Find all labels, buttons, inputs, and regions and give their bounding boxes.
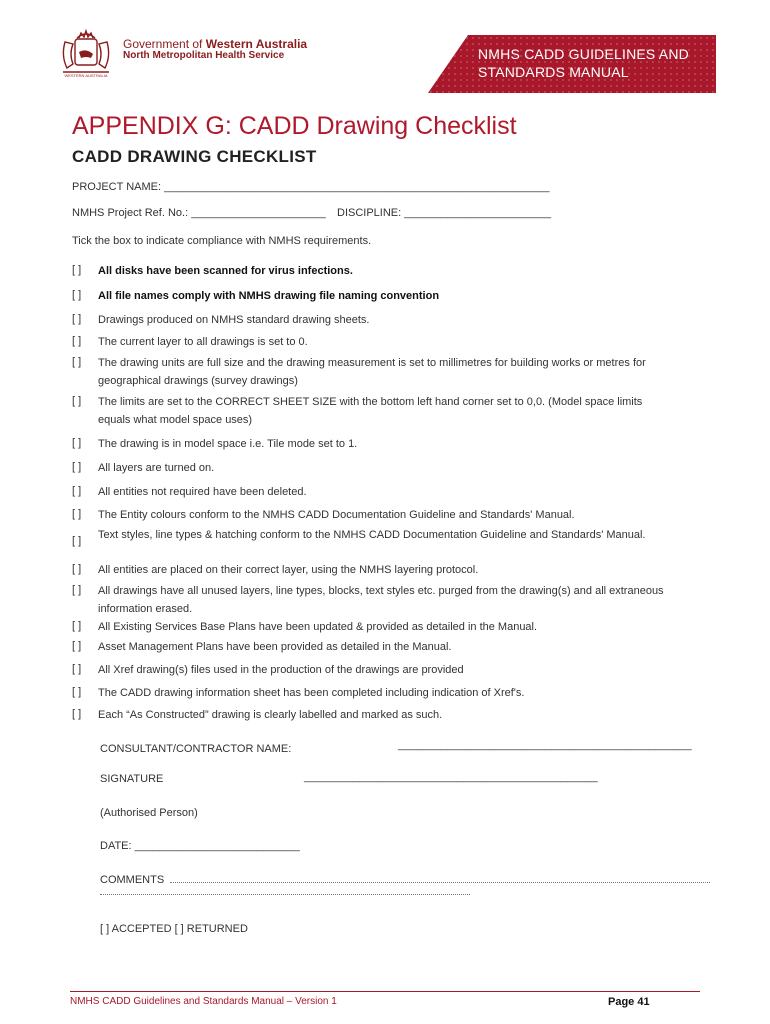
project-ref-field: NMHS Project Ref. No.: ______________________ (72, 207, 326, 219)
checklist-checkbox[interactable]: [ ] (72, 437, 82, 449)
checklist-checkbox[interactable]: [ ] (72, 686, 82, 698)
checklist-item: All drawings have all unused layers, line types, blocks, text styles etc. purged from the drawing(s) and all extraneous information erased. (98, 585, 664, 615)
checklist-checkbox[interactable]: [ ] (72, 708, 82, 720)
checklist-item: All entities are placed on their correct layer, using the NMHS layering protocol. (98, 564, 479, 576)
checklist-checkbox[interactable]: [ ] (72, 535, 82, 547)
checklist-item: The drawing is in model space i.e. Tile mode set to 1. (98, 438, 358, 450)
checklist-checkbox[interactable]: [ ] (72, 356, 82, 368)
signature-line: ________________________________________________ (304, 771, 598, 783)
page-number: Page 41 (608, 996, 650, 1008)
government-name: Government of Western Australia (123, 37, 308, 51)
checklist-item: All Xref drawing(s) files used in the production of the drawings are provided (98, 664, 464, 676)
checklist-checkbox[interactable]: [ ] (72, 584, 82, 596)
checklist-item: All layers are turned on. (98, 462, 215, 474)
checklist-checkbox[interactable]: [ ] (72, 620, 82, 632)
checklist-checkbox[interactable]: [ ] (72, 395, 82, 407)
consultant-label: CONSULTANT/CONTRACTOR NAME: (100, 743, 292, 755)
checklist-item: All entities not required have been deleted. (98, 486, 307, 498)
checklist-checkbox[interactable]: [ ] (72, 264, 82, 276)
checklist-item: The drawing units are full size and the drawing measurement is set to millimetres for building works or metres for geographical drawings (survey drawings) (98, 357, 646, 387)
checklist-checkbox[interactable]: [ ] (72, 563, 82, 575)
checklist-checkbox[interactable]: [ ] (72, 289, 82, 301)
checklist-checkbox[interactable]: [ ] (72, 663, 82, 675)
checklist-item: Text styles, line types & hatching conform to the NMHS CADD Documentation Guideline and Standards' Manual. (98, 529, 646, 541)
comments-line-1 (170, 882, 710, 883)
discipline-field: DISCIPLINE: ________________________ (337, 207, 552, 219)
consultant-line: ________________________________________________ (398, 739, 692, 751)
checklist-item: All file names comply with NMHS drawing file naming convention (98, 290, 440, 302)
checklist-heading: CADD DRAWING CHECKLIST (72, 147, 317, 166)
instruction-text: Tick the box to indicate compliance with NMHS requirements. (72, 235, 372, 247)
wa-crest-logo (57, 28, 115, 78)
date-field: DATE: ___________________________ (100, 840, 300, 852)
checklist-item: All Existing Services Base Plans have been updated & provided as detailed in the Manual. (98, 621, 538, 633)
comments-line-2 (100, 894, 470, 895)
authorised-person-label: (Authorised Person) (100, 807, 198, 819)
signature-label: SIGNATURE (100, 773, 164, 785)
checklist-item: The limits are set to the CORRECT SHEET SIZE with the bottom left hand corner set to 0,0. (Model space limits equals what model space uses) (98, 396, 643, 426)
checklist-checkbox[interactable]: [ ] (72, 335, 82, 347)
footer-divider (70, 991, 700, 992)
banner-title: NMHS CADD GUIDELINES AND STANDARDS MANUAL (478, 46, 689, 80)
footer-document-name: NMHS CADD Guidelines and Standards Manual – Version 1 (70, 996, 337, 1007)
health-service-name: North Metropolitan Health Service (123, 50, 285, 61)
checklist-checkbox[interactable]: [ ] (72, 508, 82, 520)
checklist-item: Each “As Constructed” drawing is clearly labelled and marked as such. (98, 709, 443, 721)
checklist-item: The Entity colours conform to the NMHS CADD Documentation Guideline and Standards' Manual. (98, 509, 575, 521)
checklist-item: Drawings produced on NMHS standard drawing sheets. (98, 314, 370, 326)
comments-label: COMMENTS (100, 874, 165, 886)
checklist-checkbox[interactable]: [ ] (72, 485, 82, 497)
checklist-item: Asset Management Plans have been provided as detailed in the Manual. (98, 641, 452, 653)
accepted-returned: [ ] ACCEPTED [ ] RETURNED (100, 923, 248, 935)
checklist-checkbox[interactable]: [ ] (72, 640, 82, 652)
checklist-item: The current layer to all drawings is set to 0. (98, 336, 308, 348)
page-title: APPENDIX G: CADD Drawing Checklist (72, 112, 517, 140)
checklist-item: The CADD drawing information sheet has been completed including indication of Xref's. (98, 687, 525, 699)
checklist-item: All disks have been scanned for virus infections. (98, 265, 353, 277)
project-name-field: PROJECT NAME: _______________________________________________________________ (72, 181, 550, 193)
checklist-checkbox[interactable]: [ ] (72, 313, 82, 325)
checklist-checkbox[interactable]: [ ] (72, 461, 82, 473)
svg-text:WESTERN AUSTRALIA: WESTERN AUSTRALIA (64, 73, 108, 78)
